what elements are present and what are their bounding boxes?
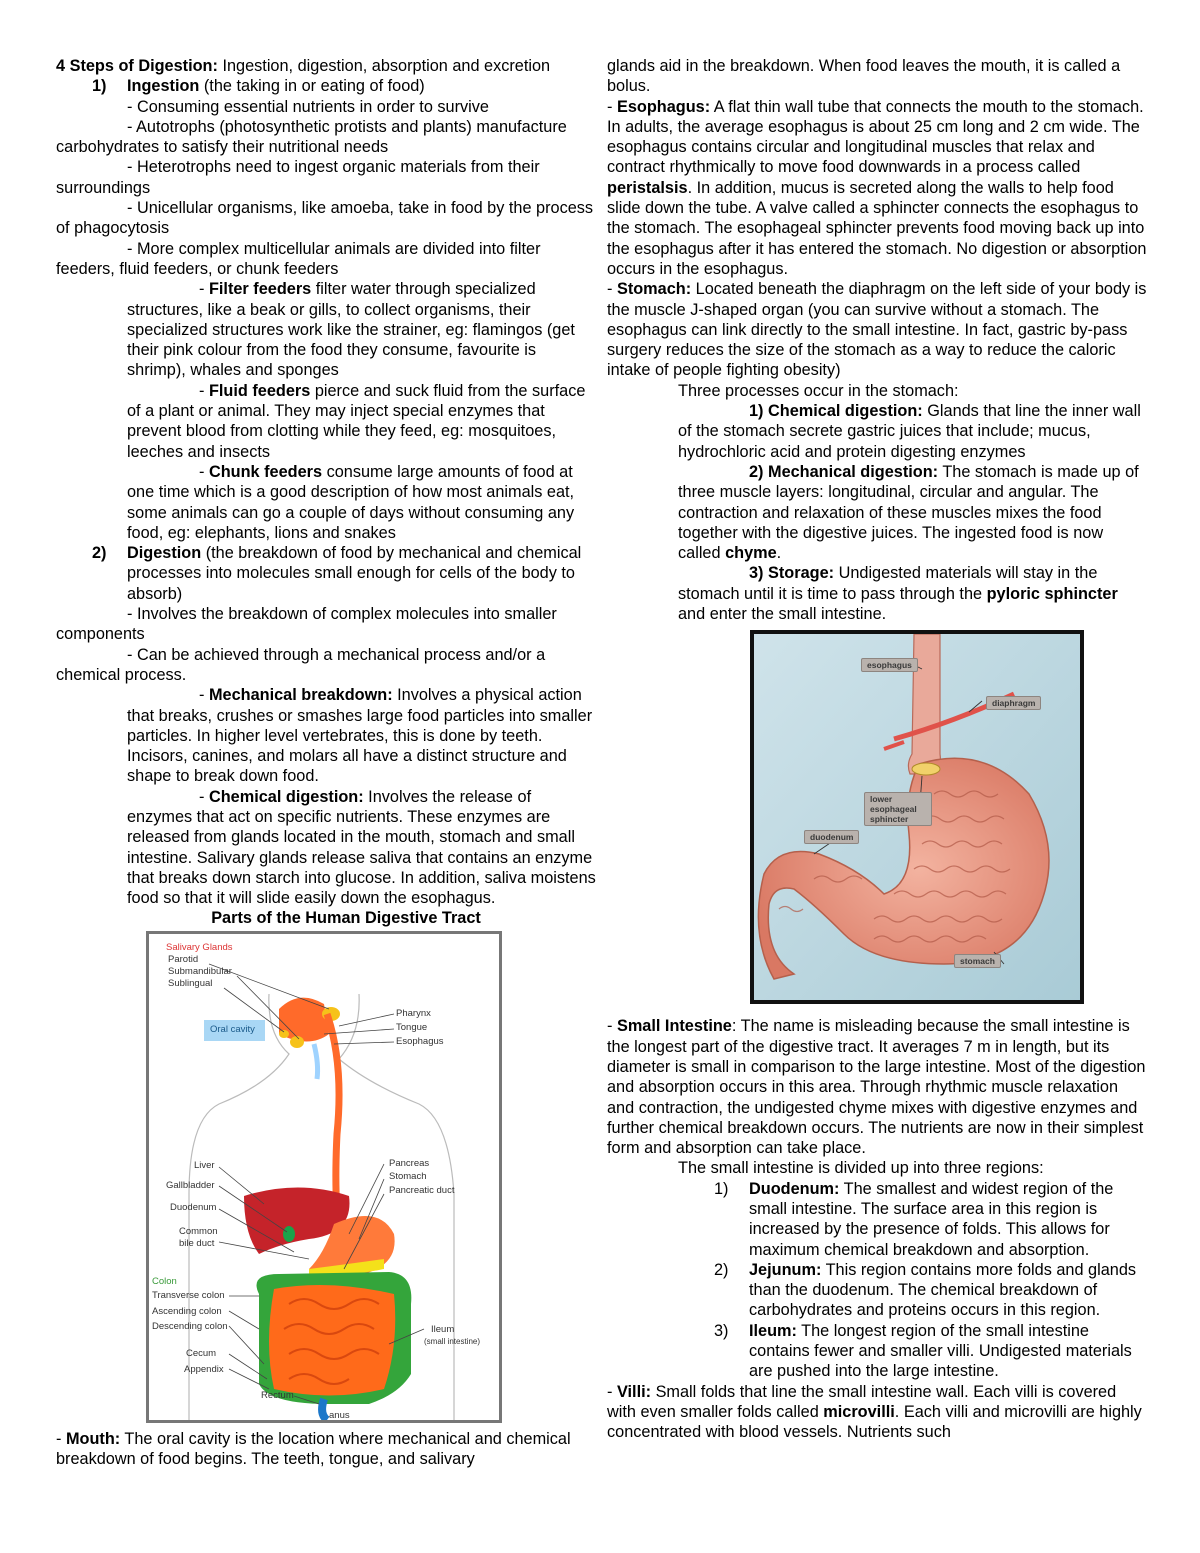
step-digestion: 2) Digestion (the breakdown of food by mechanical and chemical processes into molecules small enough for cells of the body to absorb)	[92, 544, 582, 603]
label-stomach-stomach: stomach	[954, 954, 1001, 968]
label-small-intestine: (small intestine)	[424, 1336, 481, 1346]
label-ascending-colon: Ascending colon	[152, 1305, 222, 1317]
step-ingestion: 1) Ingestion (the taking in or eating of food)	[92, 77, 425, 96]
label-stomach: Stomach	[389, 1170, 427, 1182]
label-duodenum: Duodenum	[170, 1201, 217, 1213]
mouth-continuation: glands aid in the breakdown. When food leaves the mouth, it is called a bolus.	[607, 57, 1121, 96]
label-transverse-colon: Transverse colon	[152, 1289, 225, 1301]
esophagus-tube	[908, 634, 940, 774]
label-parotid: Parotid	[168, 953, 199, 965]
label-pancreatic-duct: Pancreatic duct	[389, 1184, 455, 1196]
label-salivary-glands: Salivary Glands	[166, 941, 233, 953]
fluid-feeders: - Fluid feeders pierce and suck fluid from the surface of a plant or animal. They may inject special enzymes that prevent blood from clotting while they feed, eg: mosquitoes, leeches and insects	[127, 381, 586, 461]
label-cecum: Cecum	[186, 1347, 217, 1359]
label-pancreas: Pancreas	[389, 1157, 430, 1169]
label-ileum: Ileum	[431, 1323, 455, 1335]
label-diaphragm: diaphragm	[986, 696, 1041, 710]
esophagus-paragraph: - Esophagus: A flat thin wall tube that connects the mouth to the stomach. In adults, the average esophagus is about 25 cm long and 2 cm wide. The esophagus contains circular and longitudinal muscles that relax and contract rhythmically to move food downwards in a process called peristalsis. In addition, mucus is secreted along the walls to help food slide down the tube. A valve called a sphincter connects the esophagus to the stomach. The esophageal sphincter prevents food moving back up into the esophagus after it has entered the stomach. No digestion or absorption occurs in the esophagus.	[607, 97, 1147, 278]
label-tongue: Tongue	[396, 1021, 428, 1033]
ingestion-point: - More complex multicellular animals are divided into filter feeders, fluid feeders, or chunk feeders	[56, 239, 541, 278]
label-descending-colon: Descending colon	[152, 1320, 228, 1332]
region-duodenum: 1) Duodenum: The smallest and widest region of the small intestine. The surface area in this region is increased by the presence of folds. This allows for maximum chemical breakdown and absorption.	[714, 1179, 1114, 1259]
mouth-paragraph: - Mouth: The oral cavity is the location where mechanical and chemical breakdown of food begins. The teeth, tongue, and salivary	[56, 1429, 571, 1469]
ingestion-point: - Consuming essential nutrients in order to survive	[127, 97, 489, 116]
ingestion-point: - Heterotrophs need to ingest organic materials from their surroundings	[56, 158, 540, 197]
mechanical-breakdown: - Mechanical breakdown: Involves a physical action that breaks, crushes or smashes large food particles into smaller particles. In higher level vertebrates, this is done by teeth. Incisors, canines, and molars all have a distinct structure and shape to break down food.	[127, 686, 593, 786]
label-anus: anus	[329, 1409, 350, 1421]
steps-heading: 4 Steps of Digestion: Ingestion, digestion, absorption and excretion	[56, 57, 551, 75]
stomach-figure	[750, 630, 1084, 1004]
digestion-point: - Involves the breakdown of complex molecules into smaller components	[56, 605, 557, 644]
villi-paragraph: - Villi: Small folds that line the small intestine wall. Each villi is covered with even smaller folds called microvilli. Each villi and microvilli are highly concentrated with blood vessels. Nutrients such	[607, 1382, 1142, 1442]
sublingual-gland	[290, 1036, 304, 1048]
ingestion-point: - Unicellular organisms, like amoeba, take in food by the process of phagocytosis	[56, 199, 594, 238]
label-lower-esophageal-sphincter: lower esophageal sphincter	[864, 792, 932, 826]
rectum-shape	[322, 1399, 327, 1420]
lower-esophageal-sphincter	[912, 763, 940, 775]
label-pharynx: Pharynx	[396, 1007, 431, 1019]
stomach-storage: 3) Storage: Undigested materials will stay in the stomach until it is time to pass through the pyloric sphincter and enter the small intestine.	[678, 564, 1118, 624]
label-colon: Colon	[152, 1275, 177, 1287]
label-liver: Liver	[194, 1159, 215, 1171]
label-esophagus: Esophagus	[396, 1035, 444, 1047]
filter-feeders: - Filter feeders filter water through specialized structures, like a beak or gills, to collect organisms, their specialized structures work like the strainer, eg: flamingos (get their pink colour from the food they consume, favourite is shrimp), whales and sponges	[127, 280, 575, 380]
small-intestine-paragraph: - Small Intestine: The name is misleading because the small intestine is the longest part of the digestive tract. It averages 7 m in length, but its diameter is small in comparison to the large intestine. Most of the digestion and absorption occurs in this area. Through rhythmic muscle relaxation and contraction, the undigested chyme mixes with digestive enzymes and further chemical breakdown occurs. The nutrients are now in their simplest form and absorption can take place.	[607, 1017, 1146, 1158]
label-bile-duct: bile duct	[179, 1237, 215, 1249]
region-ileum: 3) Ileum: The longest region of the small intestine contains fewer and smaller villi. Undigested materials are pushed into the large intestine.	[714, 1321, 1132, 1381]
stomach-mechanical-digestion: 2) Mechanical digestion: The stomach is made up of three muscle layers: longitudinal, circular and angular. The contraction and relaxation of these muscles mixes the food together with the digestive juices. The ingested food is now called chyme.	[678, 462, 1139, 563]
label-rectum: Rectum	[261, 1389, 294, 1401]
label-oral-cavity: Oral cavity	[204, 1020, 265, 1041]
regions-intro: The small intestine is divided up into three regions:	[678, 1159, 1044, 1178]
digestive-tract-figure	[146, 931, 502, 1423]
label-common: Common	[179, 1225, 218, 1237]
region-jejunum: 2) Jejunum: This region contains more folds and glands than the duodenum. The chemical breakdown of carbohydrates and proteins occurs in this region.	[714, 1260, 1137, 1320]
label-submandibular: Submandibular	[168, 965, 232, 977]
stomach-chemical-digestion: 1) Chemical digestion: Glands that line the inner wall of the stomach secrete gastric juices that include; mucus, hydrochloric acid and protein digesting enzymes	[678, 402, 1141, 461]
label-sublingual: Sublingual	[168, 977, 213, 989]
digestion-point: - Can be achieved through a mechanical process and/or a chemical process.	[56, 645, 546, 684]
three-processes: Three processes occur in the stomach:	[678, 381, 959, 400]
stomach-paragraph: - Stomach: Located beneath the diaphragm on the left side of your body is the muscle J-shaped organ (you can survive without a stomach. The esophagus can link directly to the small intestine. In fact, gastric by-pass surgery reduces the size of the stomach as a way to reduce the caloric intake of people fighting obesity)	[607, 280, 1147, 380]
chunk-feeders: - Chunk feeders consume large amounts of food at one time which is a good description of how most animals eat, some animals can go a couple of days without consuming any food, eg: elephants, lions and snakes	[127, 462, 575, 542]
gallbladder-shape	[283, 1226, 295, 1242]
label-appendix: Appendix	[184, 1363, 224, 1375]
ingestion-point: - Autotrophs (photosynthetic protists and plants) manufacture carbohydrates to satisfy their nutritional needs	[56, 117, 567, 157]
label-gallbladder: Gallbladder	[166, 1179, 215, 1191]
chemical-digestion: - Chemical digestion: Involves the release of enzymes that act on specific nutrients. These enzymes are released from glands located in the mouth, stomach and small intestine. Salivary glands release saliva that contains an enzyme that breaks down starch into glucose. In addition, saliva moistens food so that it will slide easily down the esophagus.	[127, 787, 596, 908]
right-column	[607, 56, 1147, 1443]
label-stomach-duodenum: duodenum	[804, 830, 859, 844]
left-column	[56, 56, 596, 1469]
figure-title: Parts of the Human Digestive Tract	[211, 909, 481, 928]
label-stomach-esophagus: esophagus	[861, 658, 918, 672]
